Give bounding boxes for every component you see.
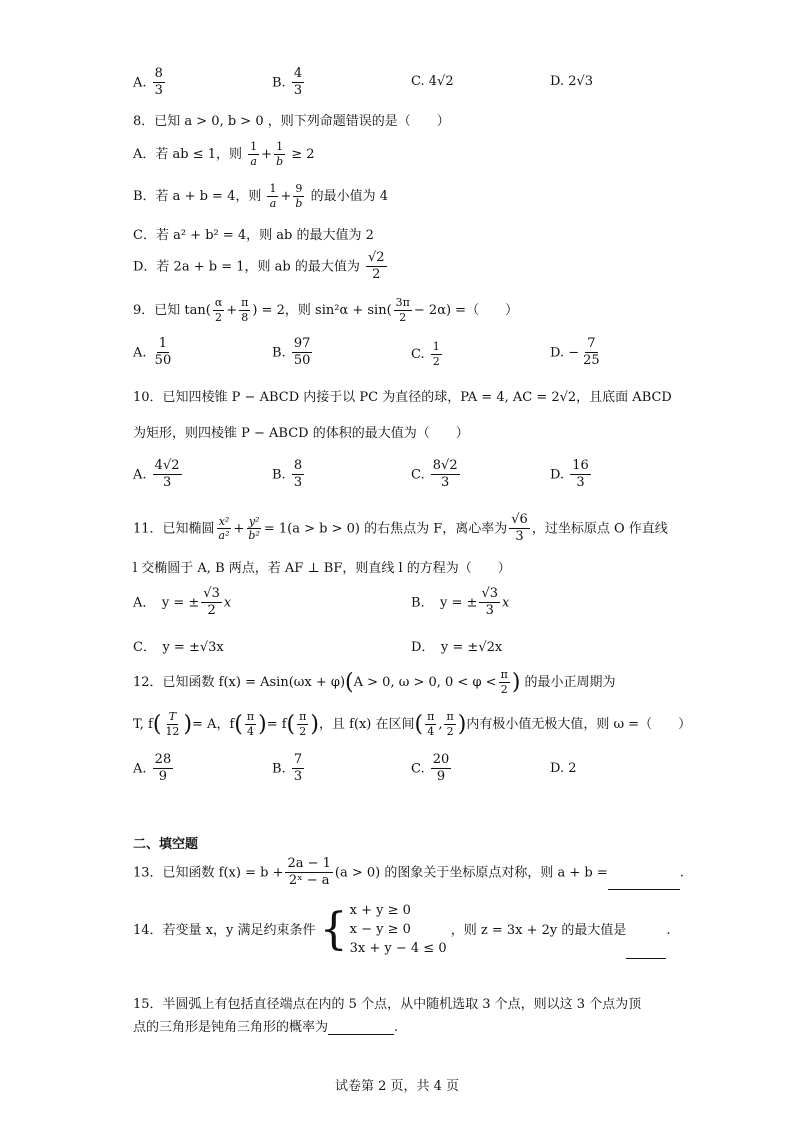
section-heading: 二、填空题 (133, 837, 199, 852)
answer-blank[interactable] (626, 943, 666, 959)
q12-option-d: D. 2 (550, 761, 577, 776)
q7-option-b: B. $\frac{4}{3}$ (272, 66, 303, 99)
q11-option-a: A． y = ± $\frac{√3}{2}$ x (133, 586, 232, 619)
q10-stem-line1: 10．已知四棱锥 P − ABCD 内接于以 PC 为直径的球，PA = 4, AC = 2√2，且底面 ABCD (133, 390, 672, 405)
fraction: $\frac{√2}{2}$ (367, 250, 385, 283)
q7-option-a: A. $\frac{8}{3}$ (133, 66, 163, 99)
q14-stem: 14．若变量 x，y 满足约束条件 { x + y ≥ 0 x − y ≥ 0 3x + y − 4 ≤ 0 ，则 z = 3x + 2y 的最大值是 . (133, 902, 671, 959)
fraction: $\frac{8}{3}$ (154, 66, 163, 99)
q9-option-a: A. $\frac{1}{50}$ (133, 336, 172, 369)
q12-option-b: B. $\frac{7}{3}$ (272, 752, 303, 785)
q8-stem: 8．已知 a > 0, b > 0 ，则下列命题错误的是（ ） (133, 114, 450, 129)
q8-option-d: D．若 2a + b = 1，则 ab 的最大值为 $\frac{√2}{2}$ (133, 250, 385, 283)
q12-stem-line2: T, f( $\frac{T}{12}$ )= A，f( $\frac{\pi}{4}$ )= f( $\frac{\pi}{2}$ )，且 f(x) 在区间( $\frac{\pi}{4}$ , $\frac{\pi}{2}$ )内有极小值无极大值，则 ω =（ ） (133, 710, 692, 738)
q10-option-a: A. $\frac{4√2}{3}$ (133, 458, 180, 491)
fraction: $\frac{1}{2}$ (432, 340, 440, 368)
fraction: $\frac{28}{9}$ (154, 752, 172, 785)
q10-stem-line2: 为矩形，则四棱锥 P − ABCD 的体积的最大值为（ ） (133, 426, 469, 441)
fraction: $\frac{\pi}{2}$ (500, 668, 508, 696)
fraction: $\frac{\pi}{4}$ (427, 710, 435, 738)
constraint-system: { x + y ≥ 0 x − y ≥ 0 3x + y − 4 ≤ 0 (319, 903, 447, 956)
fraction: $\frac{7}{3}$ (293, 752, 303, 785)
q8-option-c: C．若 a² + b² = 4，则 ab 的最大值为 2 (133, 228, 374, 243)
fraction: $\frac{\pi}{2}$ (446, 710, 454, 738)
fraction: $\frac{8√2}{3}$ (432, 458, 458, 491)
q9-option-c: C. $\frac{1}{2}$ (411, 340, 440, 368)
fraction: $\frac{1}{b}$ (276, 140, 284, 168)
q7-option-c: C. 4√2 (411, 74, 454, 89)
fraction: $\frac{4}{3}$ (293, 66, 303, 99)
fraction: $\frac{T}{12}$ (165, 710, 180, 738)
q12-option-c: C. $\frac{20}{9}$ (411, 752, 450, 785)
fraction: $\frac{√3}{3}$ (481, 586, 499, 619)
q15-stem-line1: 15．半圆弧上有包括直径端点在内的 5 个点，从中随机选取 3 个点，则以这 3 个点为顶 (133, 997, 642, 1012)
q11-option-b: B． y = ± $\frac{√3}{3}$ x (411, 586, 510, 619)
q12-option-a: A. $\frac{28}{9}$ (133, 752, 172, 785)
fraction: $\frac{\pi}{2}$ (299, 710, 307, 738)
q11-stem-line2: l 交椭圆于 A, B 两点，若 AF ⊥ BF，则直线 l 的方程为（ ） (133, 561, 511, 576)
q10-option-d: D. $\frac{16}{3}$ (550, 458, 589, 491)
q12-stem-line1: 12．已知函数 f(x) = Asin(ωx + φ)(A > 0, ω > 0, 0 < φ < $\frac{\pi}{2}$ ) 的最小正周期为 (133, 668, 616, 696)
fraction: $\frac{\pi}{4}$ (246, 710, 255, 738)
q10-option-c: C. $\frac{8√2}{3}$ (411, 458, 458, 491)
fraction: $\frac{97}{50}$ (293, 336, 311, 369)
fraction: $\frac{\pi}{8}$ (241, 296, 249, 324)
fraction: $\frac{1}{50}$ (154, 336, 172, 369)
fraction: $\frac{8}{3}$ (293, 458, 303, 491)
fraction: $\frac{2a - 1}{\text{2ˣ − a}}$ (287, 856, 331, 889)
q9-option-b: B. $\frac{97}{50}$ (272, 336, 311, 369)
page-footer: 试卷第 2 页，共 4 页 (334, 1079, 460, 1094)
q13-stem: 13．已知函数 f(x) = b + $\frac{2a - 1}{\text{2ˣ − a}}$ (a > 0) 的图象关于坐标原点对称，则 a + b = . (133, 856, 684, 889)
answer-blank[interactable] (608, 874, 680, 890)
q11-stem-line1: 11．已知椭圆 $\frac{\text{x²}}{\text{a²}}$ + $\frac{\text{y²}}{\text{b²}}$ = 1(a > b > 0) 的右焦点为 F，离心率为 $\frac{√6}{3}$ ，过坐标原点 O 作直线 (133, 512, 668, 545)
q10-option-b: B. $\frac{8}{3}$ (272, 458, 303, 491)
answer-blank[interactable] (328, 1019, 394, 1035)
fraction: $\frac{√3}{2}$ (203, 586, 220, 619)
fraction: $\frac{√6}{3}$ (511, 512, 528, 545)
q15-stem-line2: 点的三角形是钝角三角形的概率为 . (133, 1020, 399, 1035)
fraction: $\frac{1}{a}$ (250, 140, 258, 168)
fraction: $\frac{\text{y²}}{\text{b²}}$ (248, 514, 260, 543)
fraction: $\frac{4√2}{3}$ (154, 458, 180, 491)
fraction: $\frac{16}{3}$ (572, 458, 589, 491)
q11-option-d: D． y = ±√2x (411, 640, 503, 655)
fraction: $\frac{3\pi}{2}$ (395, 296, 410, 324)
q8-option-b: B．若 a + b = 4，则 $\frac{1}{a}$ + $\frac{9}{b}$ 的最小值为 4 (133, 182, 388, 210)
q8-option-a: A．若 ab ≤ 1，则 $\frac{1}{a}$ + $\frac{1}{b}$ ≥ 2 (133, 140, 315, 168)
q9-stem: 9．已知 tan( $\frac{\alpha}{2}$ + $\frac{\pi}{8}$ ) = 2，则 sin²α + sin( $\frac{3\pi}{2}$ − 2α) =（ ） (133, 296, 519, 324)
q9-option-d: D. − $\frac{7}{25}$ (550, 336, 600, 369)
fraction: $\frac{20}{9}$ (432, 752, 450, 785)
fraction: $\frac{1}{a}$ (269, 182, 277, 210)
fraction: $\frac{9}{b}$ (295, 182, 303, 210)
q11-option-c: C． y = ±√3x (133, 640, 224, 655)
q7-option-d: D. 2√3 (550, 74, 594, 89)
fraction: $\frac{7}{25}$ (583, 336, 600, 369)
fraction: $\frac{\alpha}{2}$ (214, 296, 223, 324)
fraction: $\frac{\text{x²}}{\text{a²}}$ (218, 514, 230, 543)
